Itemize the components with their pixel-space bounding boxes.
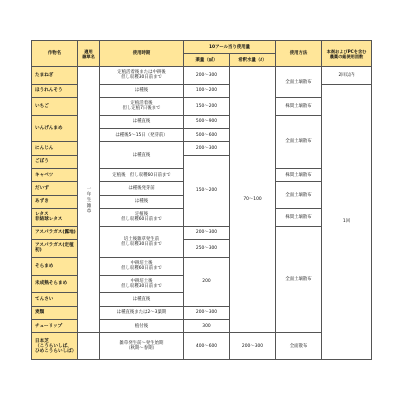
timing-cell: は種後: [100, 195, 184, 208]
amount-cell: 200: [184, 257, 230, 306]
amount-cell: 300: [184, 319, 230, 332]
timing-cell: 定植活着後 但し定植7日後まで: [100, 98, 184, 116]
pesticide-usage-table: [31, 40, 371, 360]
amount-cell: 150～200: [184, 155, 230, 226]
crop-cell: たまねぎ: [32, 67, 78, 85]
timing-cell: は種後発芽前: [100, 182, 184, 195]
crop-cell: ごぼう: [32, 155, 78, 168]
timing-cell: 中耕培土後 但し収穫60日前まで: [100, 257, 184, 275]
header-target-weed: 適用 雑草名: [78, 41, 100, 67]
amount-cell: 200～300: [184, 142, 230, 155]
method-cell: 株間土壌散布: [276, 169, 322, 182]
crop-cell: 日本芝 （こうらいしば、 ひめこうらいしば）: [32, 333, 78, 360]
amount-cell: 500～900: [184, 115, 230, 128]
method-cell: 全面土壌散布: [276, 182, 322, 209]
amount-cell: 500～600: [184, 129, 230, 142]
crop-cell: キャベツ: [32, 169, 78, 182]
method-cell: 全面土壌散布: [276, 115, 322, 168]
crop-cell: だいず: [32, 182, 78, 195]
crop-cell: あずき: [32, 195, 78, 208]
crop-cell: てんさい: [32, 293, 78, 306]
target-weed-cell: 一年生雑草: [78, 67, 100, 333]
amount-cell: 200～300: [184, 306, 230, 319]
timing-cell: 定植後 但し収穫60日前まで: [100, 209, 184, 227]
header-per-10a: 10アール当り使用量: [184, 41, 276, 54]
amount-cell: 100～200: [184, 84, 230, 97]
timing-cell: 培土後雑草発生前 但し収穫30日前まで: [100, 226, 184, 257]
amount-cell: 150～200: [184, 98, 230, 116]
timing-cell: は種直後: [100, 293, 184, 306]
max-uses-cell: 1回: [322, 84, 372, 359]
timing-cell: 中耕培土後 但し収穫30日前まで: [100, 275, 184, 293]
header-amount: 薬量（㎖）: [184, 54, 230, 67]
header-max-uses: 本剤およびPCを含む 農薬の総使用回数: [322, 41, 372, 67]
crop-cell: いちご: [32, 98, 78, 116]
crop-cell: チューリップ: [32, 319, 78, 332]
timing-cell: は種後: [100, 84, 184, 97]
method-cell: 全面土壌散布: [276, 226, 322, 333]
crop-cell: ほうれんそう: [32, 84, 78, 97]
timing-cell: は種直後: [100, 142, 184, 169]
method-cell: 全面土壌散布: [276, 67, 322, 98]
timing-cell: 定植後 但し収穫60日前まで: [100, 169, 184, 182]
amount-cell: 200～300: [184, 226, 230, 239]
method-cell: 株間土壌散布: [276, 209, 322, 227]
crop-cell: アスパラガス(露地): [32, 226, 78, 239]
timing-cell: 雑草発生前～発生始期 （秋期～春期）: [100, 333, 184, 360]
crop-cell: いんげんまめ: [32, 115, 78, 142]
crop-cell: そらまめ: [32, 257, 78, 275]
timing-cell: 植付後: [100, 319, 184, 332]
crop-cell: にんじん: [32, 142, 78, 155]
timing-cell: は種直後または2～3葉期: [100, 306, 184, 319]
amount-cell: 200～300: [184, 67, 230, 85]
method-cell: 株間土壌散布: [276, 98, 322, 116]
timing-cell: は種後5～15日（発芽前）: [100, 129, 184, 142]
timing-cell: 定植活着後または中耕後 但し収穫30日前まで: [100, 67, 184, 85]
max-uses-cell: 2回以内: [322, 67, 372, 85]
crop-cell: アスパラガス(定植初): [32, 240, 78, 258]
water-cell: 200～300: [230, 333, 276, 360]
crop-cell: レタス 非結球レタス: [32, 209, 78, 227]
amount-cell: 400～600: [184, 333, 230, 360]
header-timing: 使用時期: [100, 41, 184, 67]
amount-cell: 250～300: [184, 240, 230, 258]
water-cell: 70～100: [230, 67, 276, 333]
header-crop: 作物名: [32, 41, 78, 67]
crop-cell: 未成熟そらまめ: [32, 275, 78, 293]
timing-cell: は種直後: [100, 115, 184, 128]
crop-cell: 麦類: [32, 306, 78, 319]
header-method: 使用方法: [276, 41, 322, 67]
method-cell: 全面散布: [276, 333, 322, 360]
header-water: 希釈水量（ℓ）: [230, 54, 276, 67]
